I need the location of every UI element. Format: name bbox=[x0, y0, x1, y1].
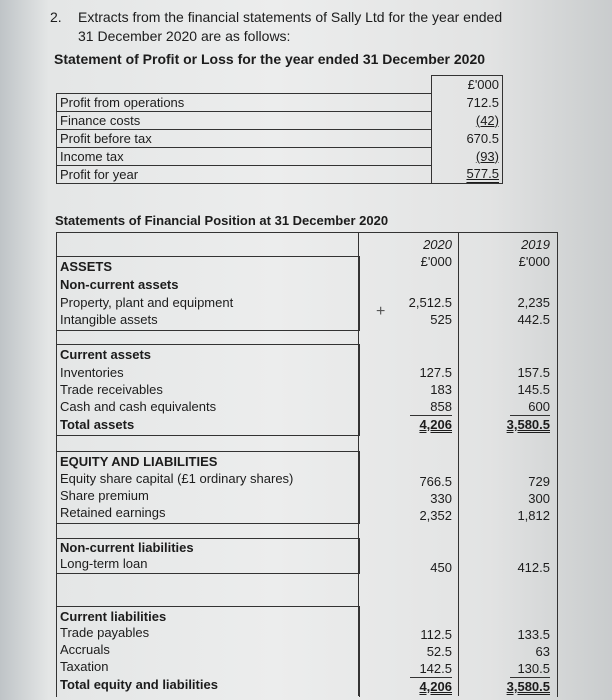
pl-table bbox=[56, 75, 503, 184]
share-premium-2020: 330 bbox=[430, 491, 452, 506]
pl-title: Statement of Profit or Loss for the year ended 31 December 2020 bbox=[54, 51, 486, 67]
year-2019: 2019 bbox=[521, 237, 550, 252]
pl-row-value: 712.5 bbox=[432, 93, 503, 111]
ppe-2019: 2,235 bbox=[517, 295, 550, 310]
pl-row-label: Profit from operations bbox=[57, 93, 432, 111]
accruals-label: Accruals bbox=[60, 642, 110, 657]
total-eq-2020: 4,206 bbox=[419, 679, 452, 694]
share-capital-2020: 766.5 bbox=[419, 474, 452, 489]
cash-2019: 600 bbox=[528, 399, 550, 414]
assets-heading: ASSETS bbox=[60, 259, 113, 274]
receivables-label: Trade receivables bbox=[60, 382, 163, 397]
taxation-2020: 142.5 bbox=[419, 661, 452, 676]
intangible-2020: 525 bbox=[430, 312, 452, 327]
loan-2020: 450 bbox=[430, 560, 452, 575]
total-assets-2020: 4,206 bbox=[419, 417, 452, 432]
total-eq-label: Total equity and liabilities bbox=[60, 677, 218, 692]
cash-2020: 858 bbox=[430, 399, 452, 414]
question-number: 2. bbox=[50, 9, 62, 25]
payables-2020: 112.5 bbox=[420, 627, 452, 642]
share-capital-2019: 729 bbox=[528, 474, 550, 489]
share-capital-label: Equity share capital (£1 ordinary shares) bbox=[60, 471, 294, 486]
pl-row-label: Income tax bbox=[57, 147, 432, 165]
pl-row-value: 577.5 bbox=[466, 166, 499, 182]
receivables-2020: 183 bbox=[430, 382, 452, 397]
pl-row-value: (93) bbox=[475, 148, 499, 164]
col-divider-2 bbox=[458, 232, 459, 696]
pl-unit: £'000 bbox=[432, 76, 503, 94]
intangible-label: Intangible assets bbox=[60, 312, 158, 327]
question-line-1: Extracts from the financial statements of Sally Ltd for the year ended bbox=[78, 9, 503, 25]
unit-2020: £'000 bbox=[420, 254, 452, 269]
share-premium-2019: 300 bbox=[528, 491, 550, 506]
accruals-2020: 52.5 bbox=[426, 644, 452, 659]
inventories-2019: 157.5 bbox=[517, 365, 550, 380]
cl-heading: Current liabilities bbox=[60, 609, 167, 624]
total-assets-2019: 3,580.5 bbox=[506, 417, 550, 432]
ca-heading: Current assets bbox=[60, 347, 152, 362]
plus-mark: + bbox=[376, 303, 386, 320]
ncl-heading: Non-current liabilities bbox=[60, 540, 194, 555]
pl-row-label: Profit for year bbox=[57, 165, 432, 183]
intangible-2019: 442.5 bbox=[517, 312, 550, 327]
retained-label: Retained earnings bbox=[60, 505, 166, 520]
unit-2019: £'000 bbox=[518, 254, 550, 269]
sfp-title: Statements of Financial Position at 31 December 2020 bbox=[55, 213, 389, 228]
total-assets-label: Total assets bbox=[60, 417, 135, 432]
pl-row-value: (42) bbox=[475, 112, 499, 128]
inventories-label: Inventories bbox=[60, 365, 124, 380]
accruals-2019: 63 bbox=[535, 644, 550, 659]
pl-row-value: 670.5 bbox=[432, 129, 503, 147]
retained-2019: 1,812 bbox=[517, 508, 550, 523]
payables-2019: 133.5 bbox=[517, 627, 550, 642]
ppe-2020: 2,512.5 bbox=[408, 295, 452, 310]
total-eq-2019: 3,580.5 bbox=[506, 679, 550, 694]
nca-heading: Non-current assets bbox=[60, 277, 179, 292]
payables-label: Trade payables bbox=[60, 625, 150, 640]
taxation-label: Taxation bbox=[60, 659, 109, 674]
taxation-2019: 130.5 bbox=[517, 661, 550, 676]
question-line-2: 31 December 2020 are as follows: bbox=[78, 28, 291, 44]
loan-2019: 412.5 bbox=[517, 560, 550, 575]
pl-row-label: Profit before tax bbox=[57, 129, 432, 147]
receivables-2019: 145.5 bbox=[517, 382, 550, 397]
retained-2020: 2,352 bbox=[419, 508, 452, 523]
eq-heading: EQUITY AND LIABILITIES bbox=[60, 454, 218, 469]
cash-label: Cash and cash equivalents bbox=[60, 399, 217, 414]
share-premium-label: Share premium bbox=[60, 488, 149, 503]
inventories-2020: 127.5 bbox=[419, 365, 452, 380]
ppe-label: Property, plant and equipment bbox=[60, 295, 234, 310]
pl-row-label: Finance costs bbox=[57, 111, 432, 129]
loan-label: Long-term loan bbox=[60, 556, 148, 571]
year-2020: 2020 bbox=[423, 237, 452, 252]
